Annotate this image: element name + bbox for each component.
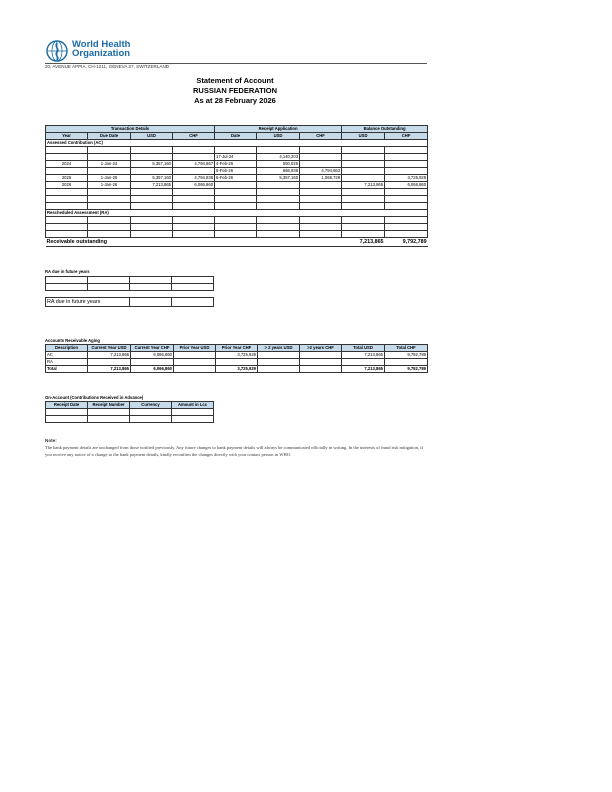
- ra-future-total-label: RA due in future years: [46, 298, 130, 307]
- cell: 4,794,838: [173, 175, 215, 182]
- col-chf: CHF: [173, 133, 215, 140]
- ra-future-caption: RA due in future years: [45, 269, 90, 274]
- cell: [46, 154, 88, 161]
- blank-row: [46, 196, 428, 203]
- cell: [300, 359, 342, 366]
- cell: 3,725,929: [385, 175, 428, 182]
- aging-col: > 2 years USD: [258, 345, 300, 352]
- col-receipt-usd: USD: [257, 133, 300, 140]
- section-label-ra: Rescheduled Assessment (RA): [46, 210, 428, 217]
- org-name-line2: Organization: [72, 48, 131, 59]
- statement-title: [0, 76, 470, 106]
- cell: 6,066,860: [131, 352, 174, 359]
- cell: [300, 161, 342, 168]
- col-balance-usd: USD: [342, 133, 385, 140]
- cell: 9,792,789: [385, 366, 428, 373]
- cell: [173, 154, 215, 161]
- col-date: Date: [215, 133, 257, 140]
- note-text: The bank payment details are unchanged from those notified previously. Any future changes to bank payment details will always be communicated officially in writing. In the interests of fraud risk mitigation, if you receive any notice of a change to the bank payment details, kindly reconfirm the changes directly with your contact person in WHO.: [45, 445, 424, 457]
- cell: 7,213,865: [342, 352, 385, 359]
- cell: [342, 154, 385, 161]
- group-header-balance: Balance Outstanding: [342, 126, 428, 133]
- col-balance-chf: CHF: [385, 133, 428, 140]
- statement-table: [45, 125, 428, 247]
- group-header-row: [46, 126, 428, 133]
- cell: 7,213,865: [342, 182, 385, 189]
- cell: 666,936: [257, 168, 300, 175]
- group-header-transaction: Transaction Details: [46, 126, 215, 133]
- cell: [342, 359, 385, 366]
- ra-future-table: [45, 276, 214, 291]
- note-label: Note:: [45, 438, 57, 443]
- note: [45, 437, 427, 458]
- table-row: [46, 154, 428, 161]
- cell: 2025: [46, 175, 88, 182]
- cell: [46, 168, 88, 175]
- cell: [257, 182, 300, 189]
- aging-row-ra: [46, 359, 428, 366]
- cell: [385, 359, 428, 366]
- aging-row-total: [46, 366, 428, 373]
- cell: [131, 168, 173, 175]
- blank-row: [46, 217, 428, 224]
- cell: 1-Jan-25: [88, 175, 131, 182]
- cell: RA: [46, 359, 88, 366]
- cell: [88, 359, 131, 366]
- cell: [131, 359, 174, 366]
- on-account-header-row: [46, 402, 214, 409]
- on-account-col: Currency: [130, 402, 172, 409]
- cell: 5,357,160: [257, 175, 300, 182]
- cell: 7,213,865: [88, 352, 131, 359]
- cell: 4,140,203: [257, 154, 300, 161]
- cell: [300, 182, 342, 189]
- receivable-label: Receivable outstanding: [46, 238, 342, 247]
- cell: 6,066,860: [173, 182, 215, 189]
- receivable-row: [46, 238, 428, 247]
- receivable-usd: 7,213,865: [342, 238, 385, 247]
- cell: 7,213,865: [88, 366, 131, 373]
- on-account-col: Receipt Number: [88, 402, 130, 409]
- aging-header-row: [46, 345, 428, 352]
- aging-col: >2 years CHF: [300, 345, 342, 352]
- cell: 17-Jul-24: [215, 154, 257, 161]
- blank-row: [46, 203, 428, 210]
- cell: [131, 154, 173, 161]
- blank-row: [46, 416, 214, 423]
- cell: [385, 161, 428, 168]
- title-line3: As at 28 February 2026: [194, 96, 276, 105]
- aging-col: Description: [46, 345, 88, 352]
- cell: [300, 352, 342, 359]
- org-name: [72, 40, 130, 58]
- aging-table: [45, 344, 428, 373]
- cell: 6,066,860: [131, 366, 174, 373]
- cell: [342, 161, 385, 168]
- section-row-ac: [46, 140, 428, 147]
- aging-col: Current Year CHF: [131, 345, 174, 352]
- blank-row: [46, 224, 428, 231]
- cell: AC: [46, 352, 88, 359]
- cell: [385, 154, 428, 161]
- cell: [173, 168, 215, 175]
- cell: 5,357,160: [131, 175, 173, 182]
- aging-col: Total CHF: [385, 345, 428, 352]
- blank-row: [46, 147, 428, 154]
- cell: [342, 175, 385, 182]
- col-due-date: Due Date: [88, 133, 131, 140]
- on-account-col: Amount in Lcc: [172, 402, 214, 409]
- cell: 2024: [46, 161, 88, 168]
- cell: [174, 352, 216, 359]
- cell: 9,792,789: [385, 352, 428, 359]
- cell: [174, 366, 216, 373]
- blank-row: [46, 277, 214, 284]
- aging-col: Current Year USD: [88, 345, 131, 352]
- aging-col: Prior Year USD: [174, 345, 216, 352]
- cell: [215, 182, 257, 189]
- section-row-ra: [46, 210, 428, 217]
- aging-caption: Accounts Receivable Aging: [45, 338, 100, 343]
- org-name-line1: World Health: [72, 39, 131, 50]
- cell: 6-Feb-26: [215, 175, 257, 182]
- table-row: [46, 161, 428, 168]
- col-year: Year: [46, 133, 88, 140]
- cell: 4,794,663: [300, 168, 342, 175]
- table-row: [46, 175, 428, 182]
- address: 20, AVENUE APPIA, CH-1211, GENEVA 27, SWITZERLAND: [45, 64, 170, 69]
- cell: Total: [46, 366, 88, 373]
- blank-row: [46, 409, 214, 416]
- blank-row: [46, 189, 428, 196]
- col-usd: USD: [131, 133, 173, 140]
- cell: [385, 168, 428, 175]
- cell: [342, 168, 385, 175]
- on-account-col: Receipt Date: [46, 402, 88, 409]
- ra-future-total-table: [45, 297, 214, 307]
- aging-col: Total USD: [342, 345, 385, 352]
- cell: 5,357,160: [131, 161, 173, 168]
- receivable-chf: 9,792,789: [385, 238, 428, 247]
- cell: [174, 359, 216, 366]
- cell: 1,068,729: [300, 175, 342, 182]
- cell: [258, 359, 300, 366]
- cell: [300, 366, 342, 373]
- cell: 4,794,667: [173, 161, 215, 168]
- aging-row-ac: [46, 352, 428, 359]
- cell: 3,725,929: [216, 366, 258, 373]
- cell: 1-Jan-24: [88, 161, 131, 168]
- blank-row: [46, 284, 214, 291]
- section-label-ac: Assessed Contribution (AC): [46, 140, 428, 147]
- table-row: [46, 168, 428, 175]
- column-header-row: [46, 133, 428, 140]
- group-header-receipt: Receipt Application: [215, 126, 342, 133]
- cell: 6,066,860: [385, 182, 428, 189]
- title-line2: RUSSIAN FEDERATION: [192, 86, 278, 95]
- cell: 550,026: [257, 161, 300, 168]
- cell: [88, 154, 131, 161]
- on-account-table: [45, 401, 214, 423]
- cell: 4-Feb-26: [215, 161, 257, 168]
- who-logo-emblem: [45, 40, 69, 62]
- title-line1: Statement of Account: [196, 76, 274, 85]
- col-receipt-chf: CHF: [300, 133, 342, 140]
- cell: [88, 168, 131, 175]
- cell: [216, 359, 258, 366]
- cell: 5-Feb-26: [215, 168, 257, 175]
- cell: 3,725,929: [216, 352, 258, 359]
- cell: [258, 352, 300, 359]
- cell: [300, 154, 342, 161]
- aging-col: Prior Year CHF: [216, 345, 258, 352]
- ra-future-total-row: [46, 298, 214, 307]
- cell: 1-Jan-26: [88, 182, 131, 189]
- cell: 7,213,865: [342, 366, 385, 373]
- on-account-caption: On-Account (Contributions Received in Advance): [45, 395, 144, 400]
- cell: [258, 366, 300, 373]
- cell: 2026: [46, 182, 88, 189]
- cell: 7,213,865: [131, 182, 173, 189]
- table-row: [46, 182, 428, 189]
- blank-row: [46, 231, 428, 238]
